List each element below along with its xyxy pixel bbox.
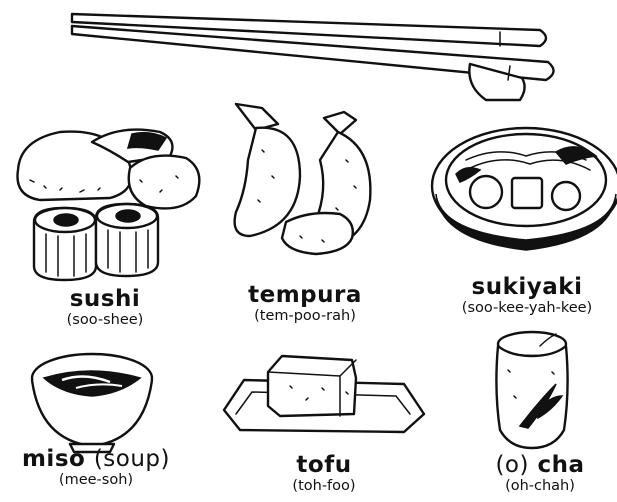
food-name: miso	[21, 446, 86, 472]
food-label-sukiyaki	[440, 274, 614, 316]
food-name: sushi	[69, 286, 141, 312]
food-pronunciation: (soo-shee)	[66, 312, 144, 328]
food-name: tempura	[248, 282, 362, 308]
sushi-illustration	[17, 130, 199, 280]
chopsticks-illustration	[72, 14, 554, 100]
food-name-prefix: (o)	[495, 452, 529, 478]
food-label-tofu	[254, 452, 394, 494]
food-name-suffix: (soup)	[93, 446, 171, 472]
miso-illustration	[32, 354, 152, 452]
food-name: sukiyaki	[471, 274, 583, 300]
sukiyaki-illustration	[432, 128, 617, 250]
tea-cup-illustration	[496, 332, 567, 448]
food-label-miso	[6, 446, 186, 488]
food-pronunciation: (toh-foo)	[292, 478, 356, 494]
food-name: cha	[537, 452, 585, 478]
food-label-sushi	[30, 286, 180, 328]
food-pronunciation: (soo-kee-yah-kee)	[461, 300, 593, 316]
food-pronunciation: (mee-soh)	[58, 472, 134, 488]
food-name: tofu	[296, 452, 352, 478]
food-pronunciation: (tem-poo-rah)	[254, 308, 356, 324]
food-label-cha	[470, 452, 610, 494]
tofu-illustration	[224, 356, 424, 432]
tempura-illustration	[235, 104, 371, 254]
food-pronunciation: (oh-chah)	[505, 478, 575, 494]
food-label-tempura	[220, 282, 390, 324]
